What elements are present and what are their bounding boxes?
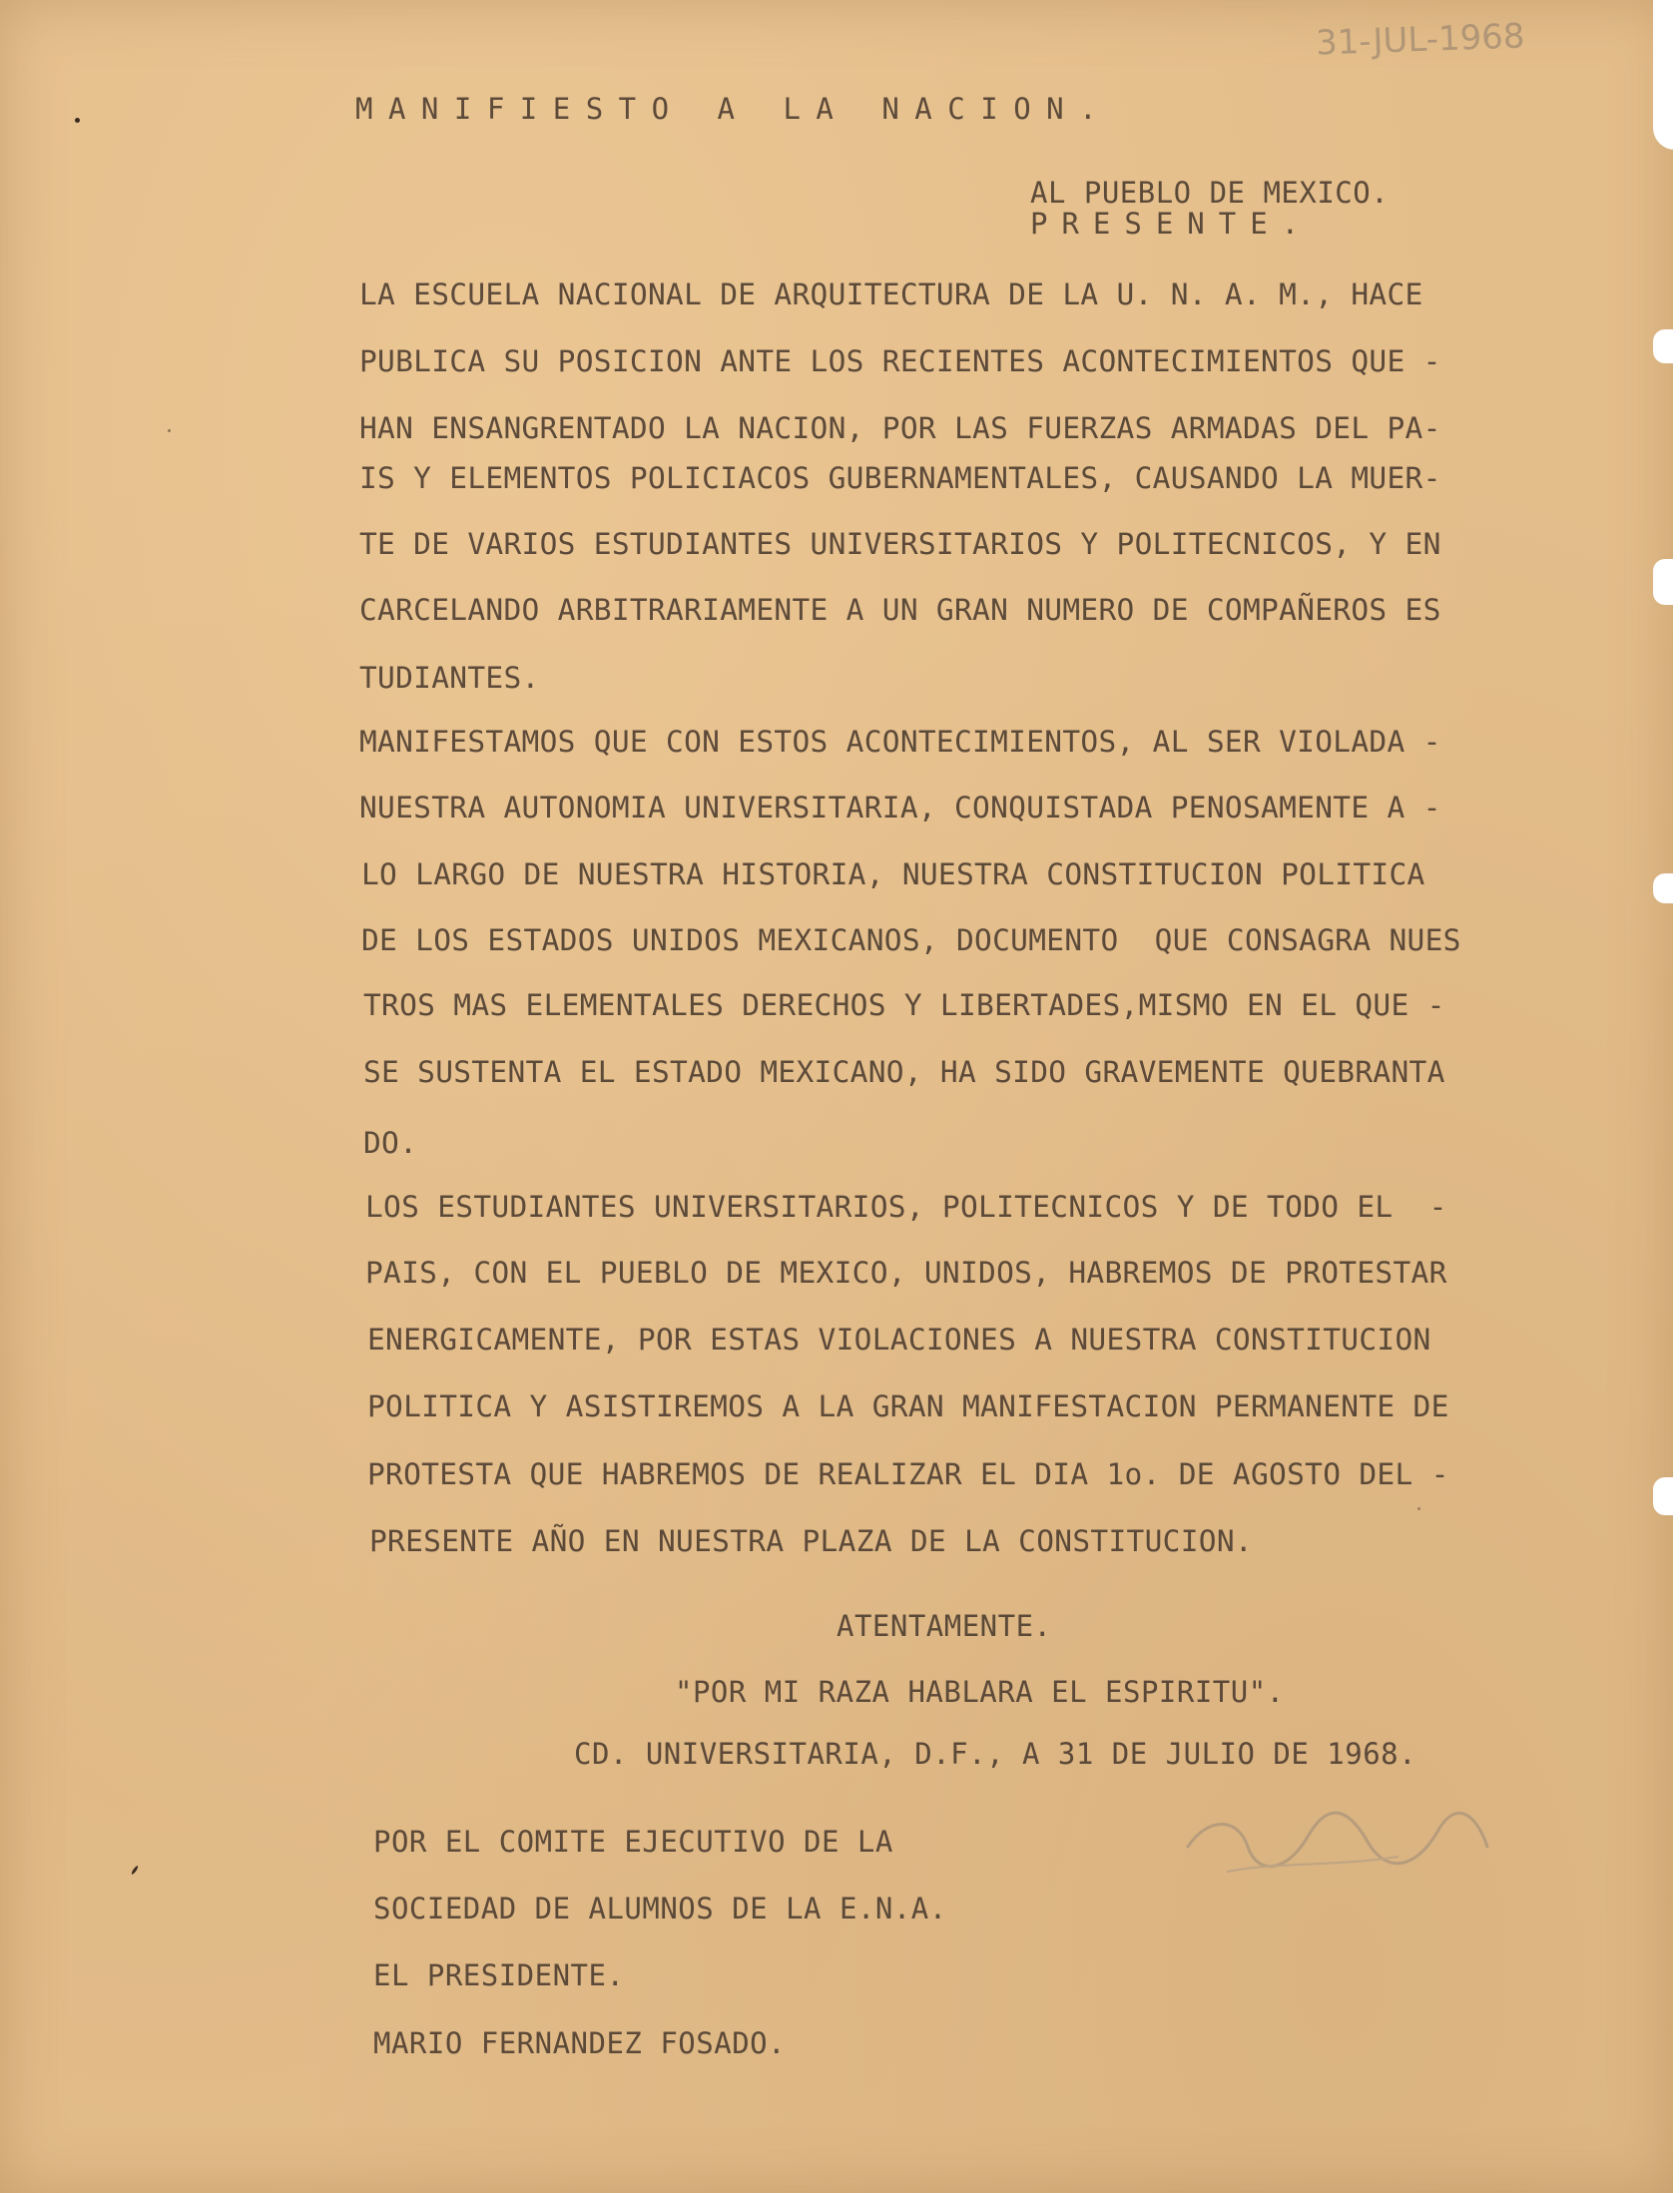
body-line: TE DE VARIOS ESTUDIANTES UNIVERSITARIOS Y POLITECNICOS, Y EN — [359, 527, 1441, 561]
body-line: SE SUSTENTA EL ESTADO MEXICANO, HA SIDO GRAVEMENTE QUEBRANTA — [363, 1055, 1445, 1089]
addressee-line: AL PUEBLO DE MEXICO. — [1030, 176, 1390, 210]
place-date-line: CD. UNIVERSITARIA, D.F., A 31 DE JULIO DE 1968. — [574, 1737, 1417, 1771]
paper-speck — [131, 1866, 139, 1876]
paper-speck — [168, 429, 171, 432]
archive-date-stamp: 31-JUL-1968 — [1315, 16, 1526, 64]
body-line: LOS ESTUDIANTES UNIVERSITARIOS, POLITECNICOS Y DE TODO EL - — [365, 1190, 1447, 1224]
body-line: ENERGICAMENTE, POR ESTAS VIOLACIONES A NUESTRA CONSTITUCION — [367, 1323, 1431, 1357]
faded-signature-mark — [1168, 1777, 1507, 1897]
body-line: PUBLICA SU POSICION ANTE LOS RECIENTES ACONTECIMIENTOS QUE - — [359, 344, 1441, 378]
body-line: LA ESCUELA NACIONAL DE ARQUITECTURA DE LA U. N. A. M., HACE — [359, 277, 1423, 311]
body-line: TROS MAS ELEMENTALES DERECHOS Y LIBERTADES,MISMO EN EL QUE - — [363, 988, 1445, 1022]
body-line: PROTESTA QUE HABREMOS DE REALIZAR EL DIA 1o. DE AGOSTO DEL - — [367, 1457, 1449, 1491]
torn-edge-notch — [1653, 329, 1675, 363]
paper-speck — [75, 118, 80, 123]
body-line: PRESENTE AÑO EN NUESTRA PLAZA DE LA CONSTITUCION. — [369, 1524, 1253, 1558]
body-line: TUDIANTES. — [359, 661, 540, 695]
body-line: DE LOS ESTADOS UNIDOS MEXICANOS, DOCUMENTO QUE CONSAGRA NUES — [361, 923, 1461, 957]
signature-block-line: SOCIEDAD DE ALUMNOS DE LA E.N.A. — [373, 1892, 947, 1925]
signature-block-line: EL PRESIDENTE. — [373, 1958, 625, 1992]
paper-speck — [1417, 1507, 1420, 1510]
presente-line: PRESENTE. — [1030, 207, 1314, 241]
torn-edge-notch — [1653, 559, 1675, 605]
signature-block-line: POR EL COMITE EJECUTIVO DE LA — [373, 1825, 893, 1859]
torn-corner — [1653, 0, 1675, 150]
closing-line: ATENTAMENTE. — [837, 1609, 1052, 1643]
torn-edge-notch — [1653, 1477, 1675, 1515]
body-line: DO. — [363, 1126, 418, 1160]
torn-edge-notch — [1653, 873, 1675, 903]
body-line: POLITICA Y ASISTIREMOS A LA GRAN MANIFESTACION PERMANENTE DE — [367, 1389, 1449, 1423]
body-line: CARCELANDO ARBITRARIAMENTE A UN GRAN NUMERO DE COMPAÑEROS ES — [359, 593, 1441, 627]
body-line: HAN ENSANGRENTADO LA NACION, POR LAS FUERZAS ARMADAS DEL PA- — [359, 411, 1441, 445]
body-line: IS Y ELEMENTOS POLICIACOS GUBERNAMENTALES, CAUSANDO LA MUER- — [359, 461, 1441, 495]
body-line: LO LARGO DE NUESTRA HISTORIA, NUESTRA CONSTITUCION POLITICA — [361, 857, 1425, 891]
signer-name: MARIO FERNANDEZ FOSADO. — [373, 2026, 787, 2060]
document-title: MANIFIESTO A LA NACION. — [355, 92, 1113, 126]
body-line: NUESTRA AUTONOMIA UNIVERSITARIA, CONQUISTADA PENOSAMENTE A - — [359, 791, 1441, 824]
body-line: PAIS, CON EL PUEBLO DE MEXICO, UNIDOS, HABREMOS DE PROTESTAR — [365, 1256, 1447, 1290]
body-line: MANIFESTAMOS QUE CON ESTOS ACONTECIMIENTOS, AL SER VIOLADA - — [359, 725, 1441, 759]
motto-line: "POR MI RAZA HABLARA EL ESPIRITU". — [675, 1675, 1285, 1709]
